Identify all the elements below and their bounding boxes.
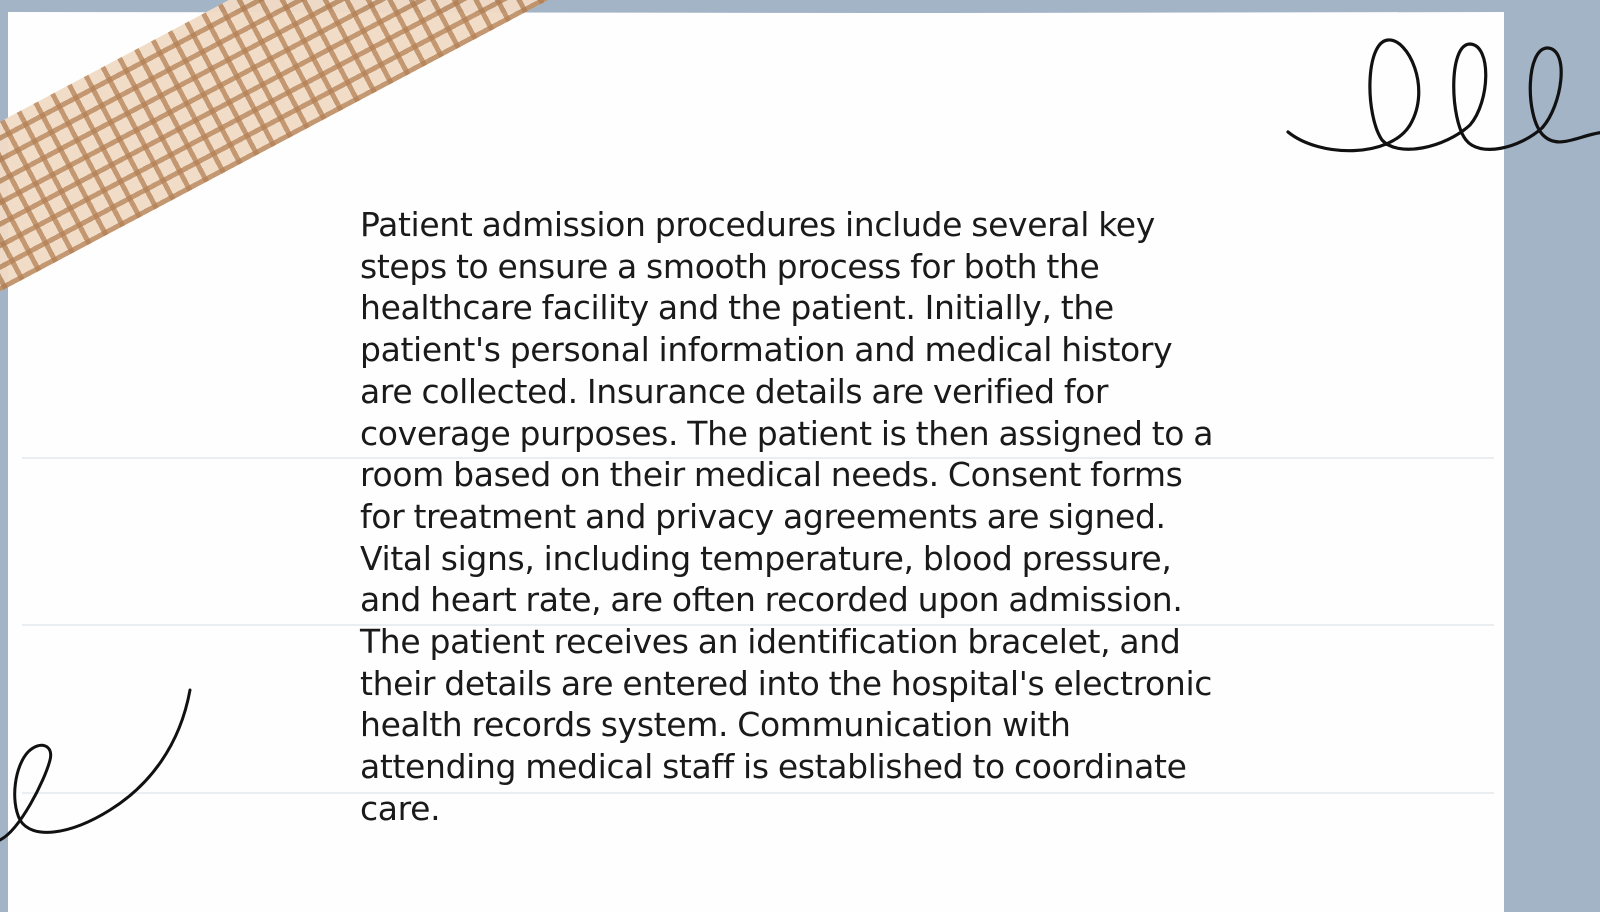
paragraph-line: for treatment and privacy agreements are signed. <box>360 496 1166 536</box>
paragraph-line: room based on their medical needs. Consent forms <box>360 455 1183 495</box>
paragraph-line: patient's personal information and medical history <box>360 330 1173 370</box>
paragraph-line: Patient admission procedures include several key <box>360 205 1155 244</box>
paragraph-line: health records system. Communication with <box>360 705 1071 745</box>
paragraph-line: coverage purposes. The patient is then assigned to a <box>360 413 1214 453</box>
paragraph-line: care. <box>360 788 441 828</box>
loop-squiggle-icon <box>1280 30 1600 165</box>
paragraph-line: attending medical staff is established to coordinate <box>360 747 1187 787</box>
swoosh-check-icon <box>0 690 200 850</box>
paragraph-line: healthcare facility and the patient. Initially, the <box>360 288 1114 328</box>
paragraph-line: their details are entered into the hospital's electronic <box>360 663 1213 703</box>
paragraph-line: The patient receives an identification bracelet, and <box>360 622 1181 662</box>
paragraph-line: are collected. Insurance details are verified for <box>360 371 1109 411</box>
admission-procedures-paragraph <box>360 204 1230 830</box>
paragraph-line: steps to ensure a smooth process for both the <box>360 246 1100 286</box>
paragraph-line: and heart rate, are often recorded upon admission. <box>360 580 1183 620</box>
paragraph-line: Vital signs, including temperature, blood pressure, <box>360 538 1172 578</box>
